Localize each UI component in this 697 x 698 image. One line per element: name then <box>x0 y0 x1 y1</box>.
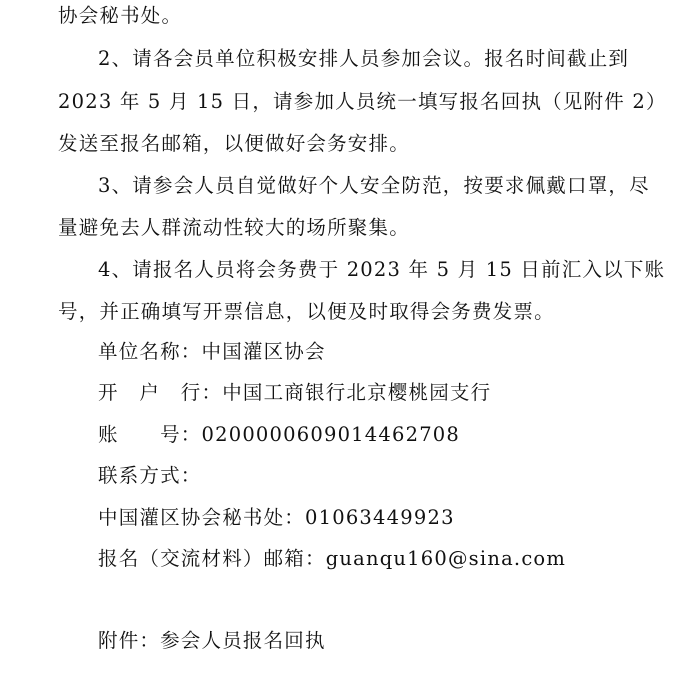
text-line-secretariat: 协会秘书处。 <box>58 4 183 27</box>
text-line-item4-end: 号，并正确填写开票信息，以便及时取得会务费发票。 <box>58 300 555 323</box>
text-line-item3-end: 量避免去人群流动性较大的场所聚集。 <box>58 216 410 239</box>
text-line-item2-start: 2、请各会员单位积极安排人员参加会议。报名时间截止到 <box>98 47 630 70</box>
text-line-account-number: 账 号：0200000609014462708 <box>98 423 461 446</box>
text-line-item4-start: 4、请报名人员将会务费于 2023 年 5 月 15 日前汇入以下账 <box>98 258 666 281</box>
text-line-unit-name: 单位名称：中国灌区协会 <box>98 340 326 363</box>
text-line-item2-deadline: 2023 年 5 月 15 日，请参加人员统一填写报名回执（见附件 2） <box>58 90 667 113</box>
text-line-contact-phone: 中国灌区协会秘书处：01063449923 <box>98 506 455 529</box>
text-line-item2-end: 发送至报名邮箱，以便做好会务安排。 <box>58 132 410 155</box>
text-line-contact-heading: 联系方式： <box>98 464 202 487</box>
text-line-registration-email: 报名（交流材料）邮箱：guanqu160@sina.com <box>98 547 567 570</box>
text-line-item3-start: 3、请参会人员自觉做好个人安全防范，按要求佩戴口罩，尽 <box>98 174 650 197</box>
text-line-bank: 开 户 行：中国工商银行北京樱桃园支行 <box>98 381 492 404</box>
text-line-attachment: 附件：参会人员报名回执 <box>98 629 326 652</box>
